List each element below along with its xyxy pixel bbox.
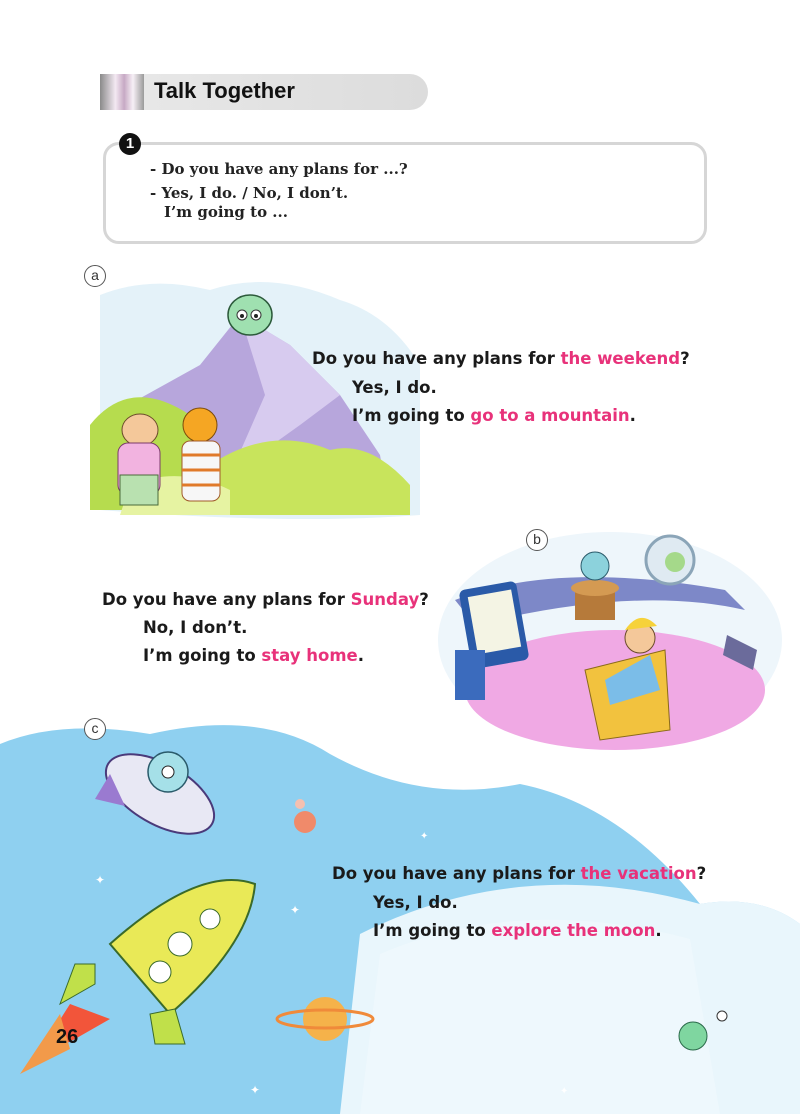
plan-c: I’m going to explore the moon. <box>373 921 662 940</box>
scene-letter-c: c <box>84 718 106 740</box>
section-title: Talk Together <box>154 78 295 103</box>
space-illustration <box>0 714 800 1114</box>
scene-letter-b: b <box>526 529 548 551</box>
svg-text:✦: ✦ <box>290 903 301 917</box>
svg-text:✦: ✦ <box>420 831 429 842</box>
pattern-line: - Do you have any plans for ...? <box>150 160 408 178</box>
question-c: Do you have any plans for the vacation? <box>332 864 707 883</box>
question-b: Do you have any plans for Sunday? <box>102 590 429 609</box>
question-a: Do you have any plans for the weekend? <box>312 349 690 368</box>
plan-b: I’m going to stay home. <box>143 646 365 665</box>
svg-text:✦: ✦ <box>95 873 106 887</box>
answer-b: No, I don’t. <box>143 618 248 637</box>
mountain-illustration <box>90 275 430 525</box>
scene-letter-a: a <box>84 265 106 287</box>
svg-text:✦: ✦ <box>560 1086 569 1097</box>
answer-a: Yes, I do. <box>352 378 437 397</box>
section-header-tab <box>100 74 144 110</box>
answer-c: Yes, I do. <box>373 893 458 912</box>
svg-text:✦: ✦ <box>250 1083 261 1097</box>
pattern-number: 1 <box>119 133 141 155</box>
pattern-line: - Yes, I do. / No, I don’t. <box>150 184 349 202</box>
page-number: 26 <box>56 1026 79 1048</box>
pattern-line: I’m going to ... <box>164 203 288 221</box>
plan-a: I’m going to go to a mountain. <box>352 406 636 425</box>
